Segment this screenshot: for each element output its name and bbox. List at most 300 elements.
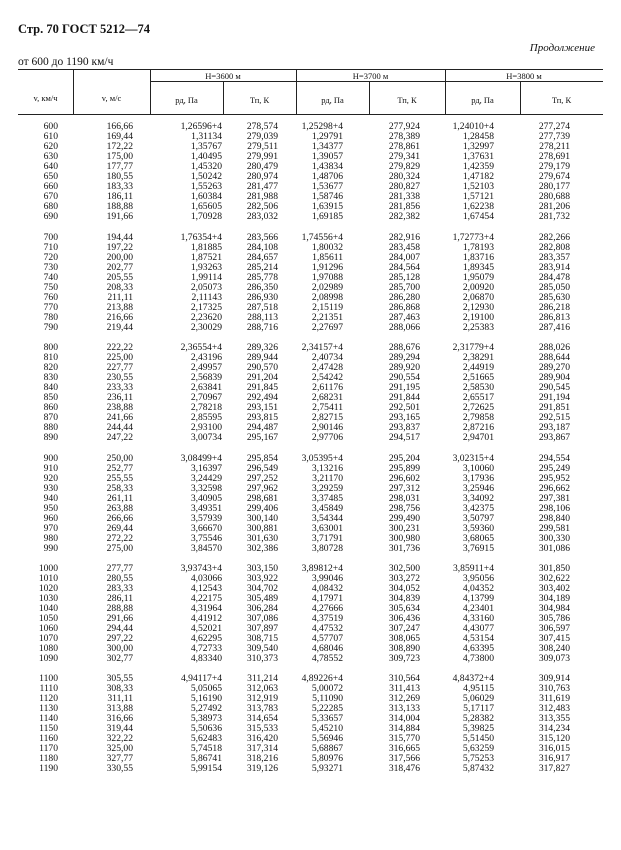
- temperature-h3-cell: 299,581: [538, 523, 570, 534]
- pressure-h3-cell: 2,38291: [462, 352, 494, 363]
- pressure-h3-cell: 3,50797: [462, 513, 494, 524]
- temperature-h3-cell: 303,402: [538, 583, 570, 594]
- temperature-h1-cell: 288,113: [247, 312, 278, 323]
- pressure-h2-cell: 2,97706: [311, 432, 343, 443]
- pressure-h1-cell: 4,22175: [190, 593, 222, 604]
- pressure-h2-cell: 2,54242: [311, 372, 343, 383]
- temperature-h2-cell: 278,389: [388, 131, 420, 142]
- speed-ms-cell: 277,77: [106, 563, 133, 574]
- temperature-h2-cell: 280,827: [388, 181, 420, 192]
- pressure-h3-cell: 1,83716: [462, 252, 494, 263]
- temperature-h1-cell: 293,815: [246, 412, 278, 423]
- temperature-h1-cell: 295,854: [246, 453, 278, 464]
- temperature-h1-cell: 288,716: [246, 322, 278, 333]
- pressure-h3-cell: 3,95056: [462, 573, 494, 584]
- pressure-h3-cell: 5,17117: [463, 703, 494, 714]
- temperature-h2-cell: 289,294: [388, 352, 420, 363]
- pressure-h1-cell: 1,35767: [190, 141, 222, 152]
- pressure-h2-cell: 3,45849: [311, 503, 343, 514]
- header-pressure-3: рд, Па: [471, 95, 494, 105]
- speed-kmh-cell: 840: [43, 382, 58, 393]
- speed-kmh-cell: 910: [43, 463, 58, 474]
- speed-ms-cell: 211,11: [107, 292, 133, 303]
- temperature-h3-cell: 280,177: [538, 181, 570, 192]
- speed-kmh-cell: 1030: [38, 593, 58, 604]
- speed-kmh-cell: 1120: [39, 693, 58, 704]
- temperature-h3-cell: 278,211: [539, 141, 570, 152]
- pressure-h2-cell: 4,68046: [311, 643, 343, 654]
- pressure-h3-cell: 2,44919: [462, 362, 494, 373]
- pressure-h2-cell: 1,69185: [311, 211, 343, 222]
- pressure-h3-cell: 3,10060: [462, 463, 494, 474]
- pressure-h1-cell: 2,30029: [190, 322, 222, 333]
- temperature-h3-cell: 315,120: [538, 733, 570, 744]
- pressure-h2-cell: 2,02989: [311, 282, 343, 293]
- pressure-h1-cell: 2,70967: [190, 392, 222, 403]
- temperature-h2-cell: 307,247: [388, 623, 420, 634]
- pressure-h2-cell: 1,63915: [311, 201, 343, 212]
- pressure-h3-cell: 4,63395: [462, 643, 494, 654]
- pressure-h2-cell: 5,00072: [311, 683, 343, 694]
- temperature-h2-cell: 282,916: [388, 232, 420, 243]
- temperature-h3-cell: 285,050: [538, 282, 570, 293]
- temperature-h2-cell: 294,517: [388, 432, 420, 443]
- speed-kmh-cell: 600: [43, 121, 58, 132]
- speed-ms-cell: 194,44: [106, 232, 133, 243]
- temperature-h2-cell: 316,665: [388, 743, 420, 754]
- temperature-h1-cell: 308,715: [246, 633, 278, 644]
- header-temperature-3: Тп, К: [551, 95, 572, 105]
- speed-kmh-cell: 670: [43, 191, 58, 202]
- temperature-h3-cell: 286,813: [538, 312, 570, 323]
- pressure-h3-cell: 4,95115: [463, 683, 494, 694]
- speed-kmh-cell: 660: [43, 181, 58, 192]
- temperature-h1-cell: 315,533: [246, 723, 278, 734]
- temperature-h2-cell: 300,980: [388, 533, 420, 544]
- pressure-h1-cell: 3,57939: [190, 513, 222, 524]
- pressure-h2-cell: 2,75411: [312, 402, 343, 413]
- pressure-h2-cell: 4,89226+4: [301, 673, 343, 684]
- temperature-h1-cell: 285,778: [246, 272, 278, 283]
- speed-kmh-cell: 690: [43, 211, 58, 222]
- speed-ms-cell: 202,77: [106, 262, 133, 273]
- pressure-h2-cell: 5,80976: [311, 753, 343, 764]
- temperature-h1-cell: 306,284: [246, 603, 278, 614]
- temperature-h1-cell: 281,988: [246, 191, 278, 202]
- temperature-h1-cell: 317,314: [246, 743, 278, 754]
- pressure-h2-cell: 5,11090: [312, 693, 343, 704]
- speed-ms-cell: 322,22: [106, 733, 133, 744]
- temperature-h2-cell: 304,839: [388, 593, 420, 604]
- temperature-h1-cell: 279,991: [246, 151, 278, 162]
- temperature-h3-cell: 296,662: [538, 483, 570, 494]
- pressure-h3-cell: 2,31779+4: [452, 342, 494, 353]
- pressure-h1-cell: 5,62483: [190, 733, 222, 744]
- temperature-h3-cell: 283,357: [538, 252, 570, 263]
- temperature-h2-cell: 279,829: [388, 161, 420, 172]
- pressure-h3-cell: 1,32997: [462, 141, 494, 152]
- temperature-h1-cell: 284,657: [246, 252, 278, 263]
- pressure-h1-cell: 5,50636: [190, 723, 222, 734]
- pressure-h1-cell: 1,60384: [190, 191, 222, 202]
- speed-kmh-cell: 1080: [38, 643, 58, 654]
- speed-ms-cell: 236,11: [106, 392, 133, 403]
- pressure-h2-cell: 3,63001: [311, 523, 343, 534]
- temperature-h3-cell: 292,515: [538, 412, 570, 423]
- pressure-h2-cell: 2,08998: [311, 292, 343, 303]
- temperature-h2-cell: 304,052: [388, 583, 420, 594]
- temperature-h3-cell: 300,330: [538, 533, 570, 544]
- speed-kmh-cell: 860: [43, 402, 58, 413]
- page-header: Стр. 70 ГОСТ 5212—74: [18, 22, 150, 36]
- header-temperature-2: Тп, К: [397, 95, 417, 105]
- temperature-h2-cell: 284,007: [388, 252, 420, 263]
- pressure-h2-cell: 3,05395+4: [301, 453, 343, 464]
- temperature-h1-cell: 289,326: [246, 342, 278, 353]
- pressure-h2-cell: 5,45210: [311, 723, 343, 734]
- pressure-h3-cell: 1,24010+4: [452, 121, 494, 132]
- temperature-h1-cell: 303,922: [246, 573, 278, 584]
- temperature-h3-cell: 294,554: [538, 453, 570, 464]
- pressure-h2-cell: 3,13216: [311, 463, 343, 474]
- speed-kmh-cell: 1040: [38, 603, 58, 614]
- pressure-h2-cell: 1,29791: [311, 131, 343, 142]
- temperature-h1-cell: 293,151: [246, 402, 278, 413]
- pressure-h2-cell: 3,80728: [311, 543, 343, 554]
- speed-kmh-cell: 1020: [38, 583, 58, 594]
- pressure-h3-cell: 5,39825: [462, 723, 494, 734]
- temperature-h2-cell: 285,700: [388, 282, 420, 293]
- speed-ms-cell: 266,66: [106, 513, 133, 524]
- pressure-h2-cell: 4,27666: [311, 603, 343, 614]
- pressure-h3-cell: 2,06870: [462, 292, 494, 303]
- speed-kmh-cell: 790: [43, 322, 58, 333]
- pressure-h1-cell: 1,81885: [190, 242, 222, 253]
- pressure-h1-cell: 1,26596+4: [180, 121, 222, 132]
- temperature-h1-cell: 309,540: [246, 643, 278, 654]
- temperature-h3-cell: 281,732: [538, 211, 570, 222]
- pressure-h1-cell: 1,50242: [190, 171, 222, 182]
- speed-ms-cell: 269,44: [106, 523, 133, 534]
- temperature-h2-cell: 295,204: [388, 453, 420, 464]
- speed-ms-cell: 258,33: [106, 483, 133, 494]
- speed-ms-cell: 300,00: [106, 643, 133, 654]
- pressure-h1-cell: 3,75546: [190, 533, 222, 544]
- pressure-h1-cell: 1,76354+4: [180, 232, 222, 243]
- pressure-h2-cell: 1,25298+4: [301, 121, 343, 132]
- temperature-h3-cell: 305,786: [538, 613, 570, 624]
- pressure-h3-cell: 1,95079: [462, 272, 494, 283]
- pressure-h2-cell: 1,34377: [311, 141, 343, 152]
- speed-kmh-cell: 990: [43, 543, 58, 554]
- pressure-h1-cell: 2,36554+4: [180, 342, 222, 353]
- temperature-h1-cell: 307,086: [246, 613, 278, 624]
- temperature-h2-cell: 284,564: [388, 262, 420, 273]
- speed-ms-cell: 244,44: [106, 422, 133, 433]
- temperature-h1-cell: 298,681: [246, 493, 278, 504]
- pressure-h3-cell: 2,58530: [462, 382, 494, 393]
- speed-kmh-cell: 750: [43, 282, 58, 293]
- pressure-h3-cell: 1,78193: [462, 242, 494, 253]
- temperature-h2-cell: 311,413: [389, 683, 420, 694]
- pressure-h3-cell: 5,63259: [462, 743, 494, 754]
- pressure-h2-cell: 3,29259: [311, 483, 343, 494]
- speed-kmh-cell: 780: [43, 312, 58, 323]
- speed-kmh-cell: 1190: [39, 763, 58, 774]
- temperature-h2-cell: 301,736: [388, 543, 420, 554]
- speed-ms-cell: 263,88: [106, 503, 133, 514]
- temperature-h1-cell: 286,350: [246, 282, 278, 293]
- speed-kmh-cell: 620: [43, 141, 58, 152]
- speed-ms-cell: 297,22: [106, 633, 133, 644]
- temperature-h3-cell: 316,917: [538, 753, 570, 764]
- temperature-h2-cell: 293,837: [388, 422, 420, 433]
- pressure-h3-cell: 5,28382: [462, 713, 494, 724]
- speed-kmh-cell: 1110: [39, 683, 58, 694]
- speed-ms-cell: 188,88: [106, 201, 133, 212]
- temperature-h3-cell: 295,952: [538, 473, 570, 484]
- speed-ms-cell: 286,11: [106, 593, 133, 604]
- speed-ms-cell: 227,77: [106, 362, 133, 373]
- pressure-h1-cell: 2,93100: [190, 422, 222, 433]
- pressure-h2-cell: 2,82715: [311, 412, 343, 423]
- pressure-h2-cell: 5,22285: [311, 703, 343, 714]
- header-temperature-1: Тп, К: [249, 95, 270, 105]
- temperature-h3-cell: 284,478: [538, 272, 570, 283]
- temperature-h1-cell: 318,216: [246, 753, 278, 764]
- temperature-h2-cell: 309,723: [388, 653, 420, 664]
- speed-kmh-cell: 740: [43, 272, 58, 283]
- speed-ms-cell: 233,33: [106, 382, 133, 393]
- temperature-h1-cell: 295,167: [246, 432, 278, 443]
- temperature-h1-cell: 294,487: [246, 422, 278, 433]
- temperature-h1-cell: 307,897: [246, 623, 278, 634]
- temperature-h2-cell: 293,165: [388, 412, 420, 423]
- pressure-h2-cell: 1,74556+4: [301, 232, 343, 243]
- pressure-h3-cell: 4,23401: [462, 603, 494, 614]
- pressure-h1-cell: 2,85595: [190, 412, 222, 423]
- speed-ms-cell: 183,33: [106, 181, 133, 192]
- pressure-h3-cell: 2,25383: [462, 322, 494, 333]
- pressure-h1-cell: 3,84570: [190, 543, 222, 554]
- speed-kmh-cell: 1050: [38, 613, 58, 624]
- pressure-h1-cell: 1,99114: [191, 272, 222, 283]
- pressure-h3-cell: 2,51665: [462, 372, 494, 383]
- temperature-h2-cell: 308,890: [388, 643, 420, 654]
- temperature-h2-cell: 287,463: [388, 312, 420, 323]
- temperature-h1-cell: 297,252: [246, 473, 278, 484]
- pressure-h3-cell: 4,53154: [462, 633, 494, 644]
- pressure-h1-cell: 2,49957: [190, 362, 222, 373]
- temperature-h3-cell: 304,984: [538, 603, 570, 614]
- speed-kmh-cell: 610: [43, 131, 58, 142]
- temperature-h2-cell: 288,066: [388, 322, 420, 333]
- speed-kmh-cell: 1140: [39, 713, 58, 724]
- pressure-h1-cell: 4,72733: [190, 643, 222, 654]
- pressure-h1-cell: 3,00734: [190, 432, 222, 443]
- speed-ms-cell: 325,00: [106, 743, 133, 754]
- temperature-h2-cell: 283,458: [388, 242, 420, 253]
- pressure-h2-cell: 1,58746: [311, 191, 343, 202]
- temperature-h2-cell: 289,920: [388, 362, 420, 373]
- speed-kmh-cell: 850: [43, 392, 58, 403]
- speed-kmh-cell: 820: [43, 362, 58, 373]
- speed-range-label: от 600 до 1190 км/ч: [18, 56, 114, 68]
- speed-kmh-cell: 630: [43, 151, 58, 162]
- temperature-h2-cell: 305,634: [388, 603, 420, 614]
- temperature-h3-cell: 314,234: [538, 723, 570, 734]
- temperature-h2-cell: 302,500: [388, 563, 420, 574]
- temperature-h3-cell: 307,415: [538, 633, 570, 644]
- pressure-h1-cell: 3,32598: [190, 483, 222, 494]
- speed-ms-cell: 172,22: [106, 141, 133, 152]
- speed-kmh-cell: 1130: [39, 703, 58, 714]
- pressure-h3-cell: 2,94701: [462, 432, 494, 443]
- pressure-h3-cell: 1,72773+4: [452, 232, 494, 243]
- pressure-h3-cell: 1,37631: [462, 151, 494, 162]
- pressure-h3-cell: 1,67454: [462, 211, 494, 222]
- temperature-h2-cell: 286,868: [388, 302, 420, 313]
- temperature-h2-cell: 288,676: [388, 342, 420, 353]
- temperature-h3-cell: 302,622: [538, 573, 570, 584]
- temperature-h2-cell: 308,065: [388, 633, 420, 644]
- temperature-h2-cell: 277,924: [388, 121, 420, 132]
- temperature-h2-cell: 282,382: [388, 211, 420, 222]
- pressure-h3-cell: 4,84372+4: [452, 673, 494, 684]
- temperature-h1-cell: 302,386: [246, 543, 278, 554]
- temperature-h1-cell: 291,204: [246, 372, 278, 383]
- temperature-h1-cell: 300,140: [246, 513, 278, 524]
- temperature-h1-cell: 296,549: [246, 463, 278, 474]
- pressure-h2-cell: 2,47428: [311, 362, 343, 373]
- speed-kmh-cell: 1100: [39, 673, 58, 684]
- temperature-h3-cell: 312,483: [538, 703, 570, 714]
- pressure-h1-cell: 4,52021: [190, 623, 222, 634]
- speed-ms-cell: 222,22: [106, 342, 133, 353]
- pressure-h2-cell: 4,17971: [311, 593, 343, 604]
- speed-ms-cell: 252,77: [106, 463, 133, 474]
- speed-ms-cell: 197,22: [106, 242, 133, 253]
- speed-ms-cell: 305,55: [106, 673, 133, 684]
- pressure-h3-cell: 3,76915: [462, 543, 494, 554]
- temperature-h3-cell: 317,827: [538, 763, 570, 774]
- speed-ms-cell: 241,66: [106, 412, 133, 423]
- pressure-h1-cell: 1,55263: [190, 181, 222, 192]
- pressure-h1-cell: 2,05073: [190, 282, 222, 293]
- speed-ms-cell: 216,66: [106, 312, 133, 323]
- temperature-h1-cell: 285,214: [246, 262, 278, 273]
- temperature-h2-cell: 306,436: [388, 613, 420, 624]
- speed-kmh-cell: 1170: [39, 743, 58, 754]
- temperature-h3-cell: 291,194: [538, 392, 570, 403]
- pressure-h2-cell: 4,37519: [311, 613, 343, 624]
- pressure-h1-cell: 4,94117+4: [180, 673, 222, 684]
- speed-kmh-cell: 760: [43, 292, 58, 303]
- temperature-h3-cell: 279,674: [538, 171, 570, 182]
- temperature-h1-cell: 305,489: [246, 593, 278, 604]
- temperature-h1-cell: 310,373: [246, 653, 278, 664]
- temperature-h2-cell: 298,031: [388, 493, 420, 504]
- temperature-h1-cell: 280,479: [246, 161, 278, 172]
- temperature-h1-cell: 303,150: [246, 563, 278, 574]
- temperature-h1-cell: 282,506: [246, 201, 278, 212]
- pressure-h1-cell: 1,87521: [190, 252, 222, 263]
- speed-ms-cell: 275,00: [106, 543, 133, 554]
- pressure-h3-cell: 5,75253: [462, 753, 494, 764]
- temperature-h3-cell: 291,851: [538, 402, 570, 413]
- temperature-h3-cell: 293,867: [538, 432, 570, 443]
- speed-kmh-cell: 770: [43, 302, 58, 313]
- pressure-h2-cell: 5,33657: [311, 713, 343, 724]
- speed-ms-cell: 327,77: [106, 753, 133, 764]
- speed-kmh-cell: 940: [43, 493, 58, 504]
- header-altitude-1: H=3600 м: [205, 71, 241, 81]
- pressure-h2-cell: 2,21351: [311, 312, 343, 323]
- pressure-h2-cell: 5,68867: [311, 743, 343, 754]
- temperature-h3-cell: 304,189: [538, 593, 570, 604]
- header-speed-ms: v, м/с: [101, 93, 122, 103]
- temperature-h1-cell: 286,930: [246, 292, 278, 303]
- pressure-h3-cell: 1,57121: [462, 191, 494, 202]
- pressure-h1-cell: 4,83340: [190, 653, 222, 664]
- temperature-h3-cell: 301,086: [538, 543, 570, 554]
- pressure-h1-cell: 3,66670: [190, 523, 222, 534]
- temperature-h2-cell: 303,272: [388, 573, 420, 584]
- speed-ms-cell: 219,44: [106, 322, 133, 333]
- header-pressure-1: рд, Па: [175, 95, 198, 105]
- temperature-h1-cell: 289,944: [246, 352, 278, 363]
- speed-ms-cell: 261,11: [106, 493, 133, 504]
- pressure-h1-cell: 2,11143: [191, 292, 222, 303]
- temperature-h3-cell: 295,249: [538, 463, 570, 474]
- pressure-h2-cell: 1,43834: [311, 161, 343, 172]
- temperature-h3-cell: 293,187: [538, 422, 570, 433]
- speed-ms-cell: 247,22: [106, 432, 133, 443]
- pressure-h3-cell: 1,28458: [462, 131, 494, 142]
- speed-ms-cell: 313,88: [106, 703, 133, 714]
- temperature-h3-cell: 316,015: [538, 743, 570, 754]
- pressure-h3-cell: 3,59360: [462, 523, 494, 534]
- speed-kmh-cell: 870: [43, 412, 58, 423]
- pressure-h1-cell: 3,08499+4: [180, 453, 222, 464]
- pressure-h2-cell: 1,48706: [311, 171, 343, 182]
- pressure-h1-cell: 1,70928: [190, 211, 222, 222]
- pressure-h2-cell: 3,37485: [311, 493, 343, 504]
- temperature-h1-cell: 292,494: [246, 392, 278, 403]
- temperature-h3-cell: 286,218: [538, 302, 570, 313]
- speed-kmh-cell: 830: [43, 372, 58, 383]
- pressure-h2-cell: 1,91296: [311, 262, 343, 273]
- pressure-h3-cell: 4,13799: [462, 593, 494, 604]
- pressure-h3-cell: 1,42359: [462, 161, 494, 172]
- temperature-h3-cell: 288,026: [538, 342, 570, 353]
- pressure-h2-cell: 1,80032: [311, 242, 343, 253]
- temperature-h1-cell: 297,962: [246, 483, 278, 494]
- speed-ms-cell: 288,88: [106, 603, 133, 614]
- speed-kmh-cell: 1090: [38, 653, 58, 664]
- speed-ms-cell: 283,33: [106, 583, 133, 594]
- temperature-h3-cell: 281,206: [538, 201, 570, 212]
- speed-kmh-cell: 810: [43, 352, 58, 363]
- temperature-h2-cell: 292,501: [388, 402, 420, 413]
- pressure-h3-cell: 2,12930: [462, 302, 494, 313]
- pressure-h1-cell: 5,38973: [190, 713, 222, 724]
- pressure-h3-cell: 2,72625: [462, 402, 494, 413]
- pressure-h3-cell: 4,43077: [462, 623, 494, 634]
- speed-ms-cell: 330,55: [106, 763, 133, 774]
- speed-ms-cell: 230,55: [106, 372, 133, 383]
- speed-kmh-cell: 960: [43, 513, 58, 524]
